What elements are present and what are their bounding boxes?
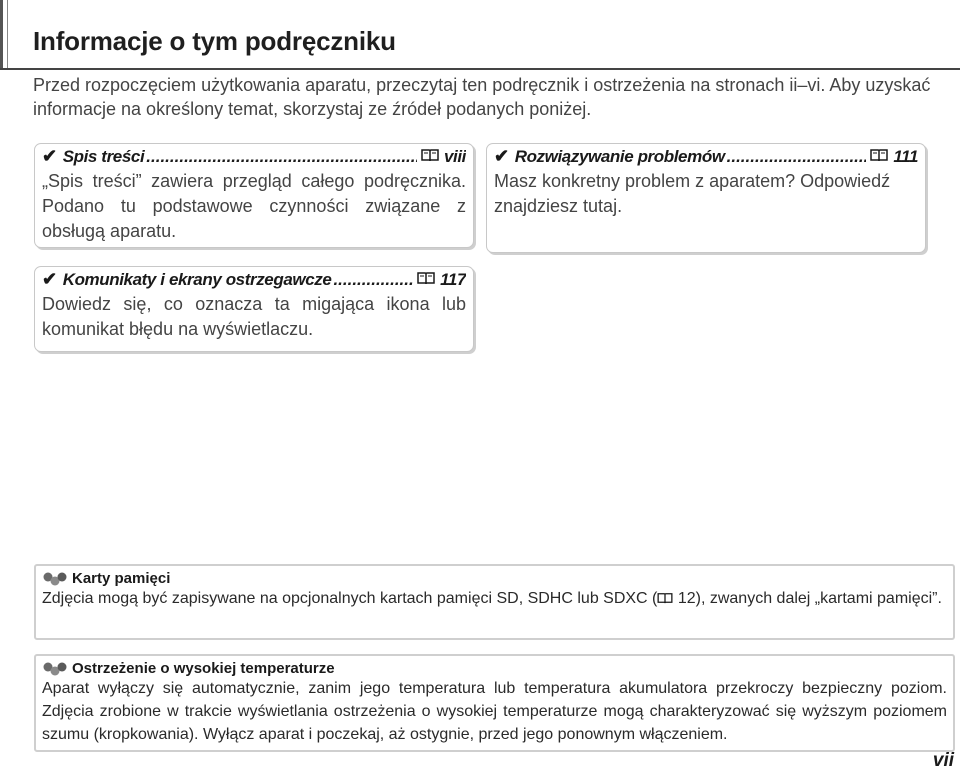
toc-box-text: „Spis treści” zawiera przegląd całego podręcznika. Podano tu podstawowe czynności związane z obsługą aparatu. xyxy=(42,171,466,241)
book-icon xyxy=(417,271,435,285)
leader-dots xyxy=(727,147,867,167)
page-number: vii xyxy=(932,750,954,771)
memory-cards-text-part2: 12), zwanych dalej „kartami pamięci”. xyxy=(673,590,942,607)
troubleshooting-box[interactable] xyxy=(486,143,926,253)
high-temperature-note-title: Ostrzeżenie o wysokiej temperaturze xyxy=(72,660,335,677)
toc-page-ref[interactable]: viii xyxy=(443,147,466,166)
troubleshooting-box-heading xyxy=(494,146,918,167)
book-icon xyxy=(421,148,439,162)
book-icon xyxy=(870,148,888,162)
warnings-box-text: Dowiedz się, co oznacza ta migająca ikona lub komunikat błędu na wyświetlaczu. xyxy=(42,294,466,339)
check-icon: ✔ xyxy=(42,146,57,166)
left-margin-bar xyxy=(0,0,8,68)
toc-box-title: Spis treści xyxy=(62,147,145,166)
troubleshooting-page-ref[interactable]: 111 xyxy=(893,147,918,166)
intro-paragraph: Przed rozpoczęciem użytkowania aparatu, przeczytaj ten podręcznik i ostrzeżenia na stronach ii–vi. Aby uzyskać informacje na określony temat, skorzystaj ze źródeł podanych poniżej. xyxy=(33,75,931,119)
high-temperature-note-text: Aparat wyłączy się automatycznie, zanim jego temperatura lub temperatura akumulatora przekroczy bezpieczny poziom. Zdjęcia zrobione w trakcie wyświetlania ostrzeżenia o wysokiej temperaturze mogą charakteryzować się wyższym poziomem szumu (kropkowania). Wyłącz aparat i poczekaj, aż ostygnie, przed jego ponownym włączeniem. xyxy=(42,680,947,743)
memory-cards-note-text xyxy=(42,587,947,610)
memory-cards-text-part1: Zdjęcia mogą być zapisywane na opcjonalnych kartach pamięci SD, SDHC lub SDXC ( xyxy=(42,590,658,607)
book-icon xyxy=(657,592,673,604)
high-temperature-note xyxy=(34,654,955,752)
note-icon xyxy=(42,661,68,677)
toc-box-heading xyxy=(42,146,466,167)
warnings-box-heading xyxy=(42,269,466,290)
check-icon: ✔ xyxy=(494,146,509,166)
title-rule xyxy=(0,68,960,70)
memory-cards-note-title: Karty pamięci xyxy=(72,570,171,587)
warnings-page-ref[interactable]: 117 xyxy=(440,270,466,289)
memory-cards-note xyxy=(34,564,955,640)
warnings-box[interactable] xyxy=(34,266,474,352)
leader-dots xyxy=(333,270,413,290)
memory-cards-note-heading xyxy=(42,570,947,587)
high-temperature-note-heading xyxy=(42,660,947,677)
leader-dots xyxy=(146,147,417,167)
check-icon: ✔ xyxy=(42,269,57,289)
troubleshooting-box-text: Masz konkretny problem z aparatem? Odpowiedź znajdziesz tutaj. xyxy=(494,171,891,216)
toc-box[interactable] xyxy=(34,143,474,248)
troubleshooting-box-title: Rozwiązywanie problemów xyxy=(514,147,725,166)
note-icon xyxy=(42,571,68,587)
page-title: Informacje o tym podręczniku xyxy=(33,26,396,56)
warnings-box-title: Komunikaty i ekrany ostrzegawcze xyxy=(62,270,332,289)
